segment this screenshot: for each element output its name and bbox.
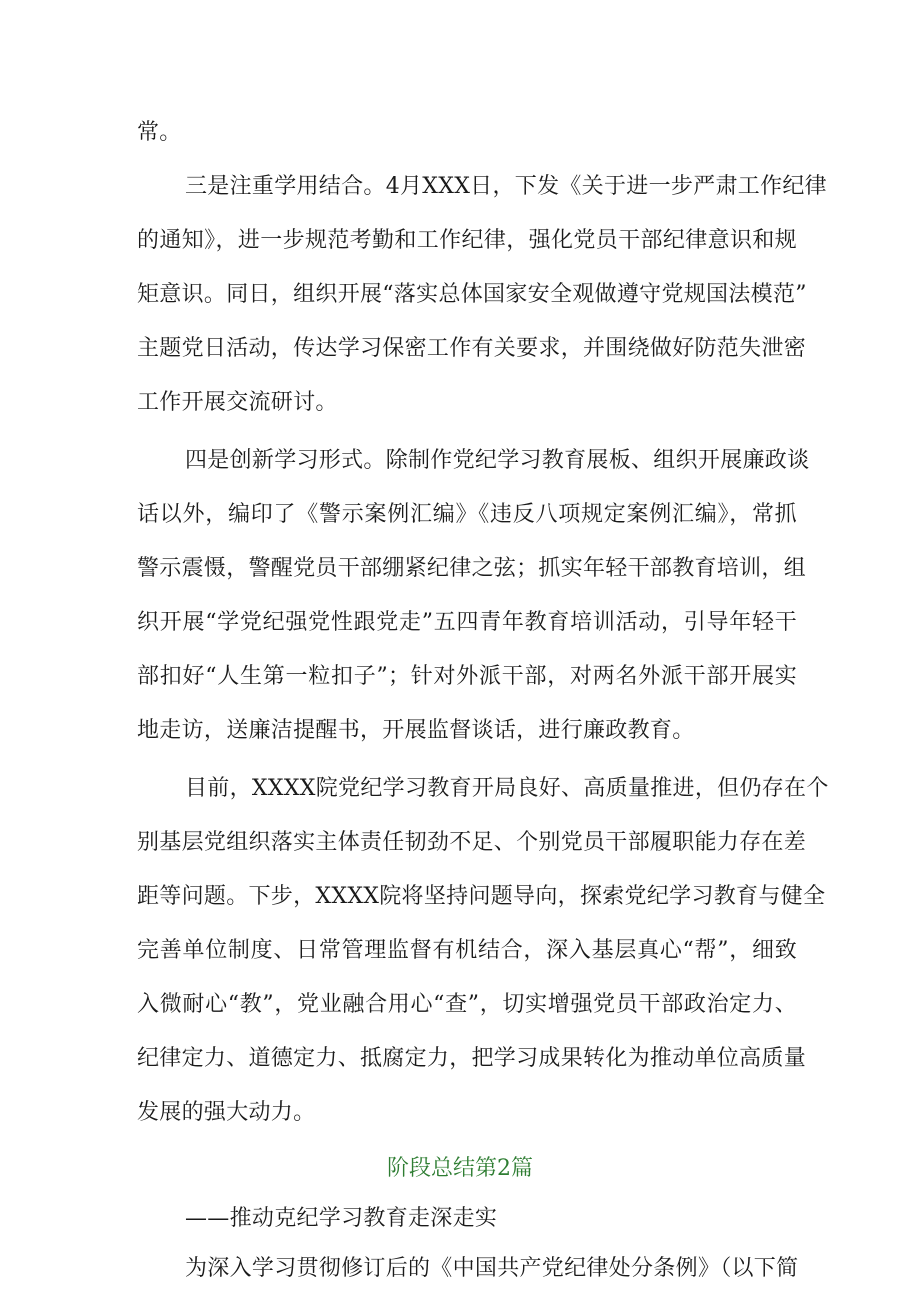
paragraph-line: 三是注重学用结合。4月XXX日，下发《关于进一步严肃工作纪律	[185, 174, 827, 199]
paragraph-line: 距等问题。下步，XXXX院将坚持问题导向，探索党纪学习教育与健全	[137, 884, 826, 909]
paragraph-line: 织开展“学党纪强党性跟党走”五四青年教育培训活动，引导年轻干	[137, 610, 797, 635]
paragraph-line: 目前，XXXX院党纪学习教育开局良好、高质量推进，但仍存在个	[185, 776, 829, 801]
paragraph-line: 完善单位制度、日常管理监督有机结合，深入基层真心“帮”，细致	[137, 938, 797, 963]
paragraph-line: 常。	[137, 120, 182, 145]
section-heading: 阶段总结第2篇	[387, 1156, 533, 1181]
paragraph-line: 警示震慑，警醒党员干部绷紧纪律之弦；抓实年轻干部教育培训，组	[137, 556, 807, 581]
paragraph-line: 纪律定力、道德定力、抵腐定力，把学习成果转化为推动单位高质量	[137, 1046, 807, 1071]
paragraph-line: 发展的强大动力。	[137, 1100, 316, 1125]
paragraph-line: 四是创新学习形式。除制作党纪学习教育展板、组织开展廉政谈	[185, 448, 810, 473]
paragraph-line: 的通知》，进一步规范考勤和工作纪律，强化党员干部纪律意识和规	[137, 228, 797, 253]
paragraph-line: 入微耐心“教”，党业融合用心“查”，切实增强党员干部政治定力、	[137, 992, 797, 1017]
paragraph-line: 地走访，送廉洁提醒书，开展监督谈话，进行廉政教育。	[137, 718, 695, 743]
paragraph-line: 话以外，编印了《警示案例汇编》《违反八项规定案例汇编》，常抓	[137, 502, 797, 527]
paragraph-line: 矩意识。同日，组织开展“落实总体国家安全观做遵守党规国法模范”	[137, 282, 807, 307]
paragraph-line: 别基层党组织落实主体责任韧劲不足、个别党员干部履职能力存在差	[137, 830, 807, 855]
paragraph-line: 为深入学习贯彻修订后的《中国共产党纪律处分条例》（以下简	[185, 1256, 799, 1281]
paragraph-line: 主题党日活动，传达学习保密工作有关要求，并围绕做好防范失泄密	[137, 336, 807, 361]
section-subtitle: ——推动克纪学习教育走深走实	[185, 1206, 498, 1231]
paragraph-line: 部扣好“人生第一粒扣子”；针对外派干部，对两名外派干部开展实	[137, 664, 797, 689]
paragraph-line: 工作开展交流研讨。	[137, 390, 338, 415]
